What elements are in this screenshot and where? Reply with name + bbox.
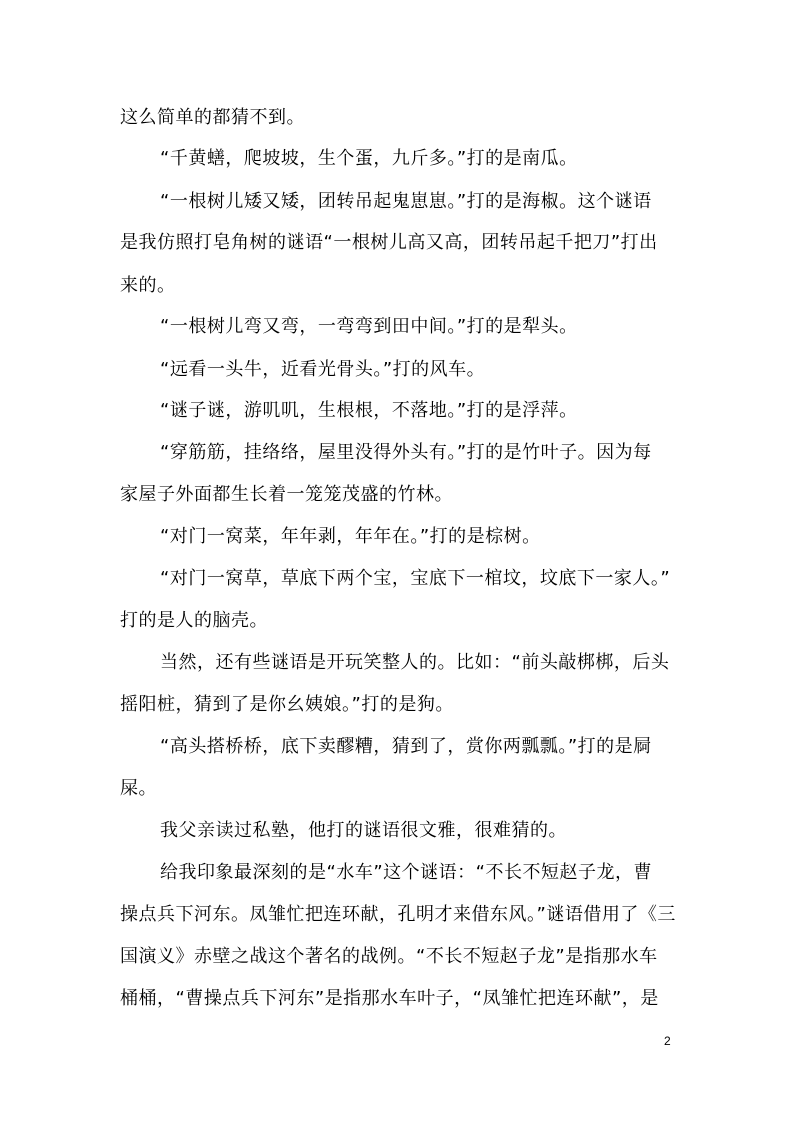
text-line: “远看一头牛，近看光骨头。”打的风车。 xyxy=(160,359,486,380)
text-line: 屎。 xyxy=(120,778,157,799)
text-line: 国演义》赤壁之战这个著名的战例。“不长不短赵子龙”是指那水车 xyxy=(120,946,658,967)
text-line: “穿筋筋，挂络络，屋里没得外头有。”打的是竹叶子。因为每 xyxy=(160,442,652,463)
text-line: 来的。 xyxy=(120,275,176,296)
text-line: 操点兵下河东。凤雏忙把连环献，孔明才来借东风。”谜语借用了《三 xyxy=(120,904,676,925)
text-line: 我父亲读过私塾，他打的谜语很文雅，很难猜的。 xyxy=(160,820,567,841)
text-line: “高头搭桥桥，底下卖醪糟，猜到了，赏你两瓢瓢。”打的是屙 xyxy=(160,736,652,757)
text-line: “一根树儿矮又矮，团转吊起鬼崽崽。”打的是海椒。这个谜语 xyxy=(160,191,652,212)
text-line: 打的是人的脑壳。 xyxy=(120,610,268,631)
text-line: “谜子谜，游叽叽，生根根，不落地。”打的是浮萍。 xyxy=(160,400,578,421)
text-line: “对门一窝草，草底下两个宝，宝底下一棺坟，坟底下一家人。” xyxy=(160,568,671,589)
text-line: 摇阳桩，猜到了是你幺姨娘。”打的是狗。 xyxy=(120,694,454,715)
text-line: 是我仿照打皂角树的谜语“一根树儿高又高，团转吊起千把刀”打出 xyxy=(120,232,658,253)
text-line: “一根树儿弯又弯，一弯弯到田中间。”打的是犁头。 xyxy=(160,316,578,337)
text-line: 桶桶，“曹操点兵下河东”是指那水车叶子，“凤雏忙把连环献”，是 xyxy=(120,988,659,1009)
text-line: 这么简单的都猜不到。 xyxy=(120,107,305,128)
text-line: “千黄蟮，爬坡坡，生个蛋，九斤多。”打的是南瓜。 xyxy=(160,148,578,169)
text-line: 家屋子外面都生长着一笼笼茂盛的竹林。 xyxy=(120,484,453,505)
text-line: 当然，还有些谜语是开玩笑整人的。比如：“前头敲梆梆，后头 xyxy=(160,652,670,673)
text-line: “对门一窝菜，年年剥，年年在。”打的是棕树。 xyxy=(160,526,541,547)
page-number: 2 xyxy=(664,1034,671,1048)
text-line: 给我印象最深刻的是“水车”这个谜语：“不长不短赵子龙，曹 xyxy=(160,862,652,883)
